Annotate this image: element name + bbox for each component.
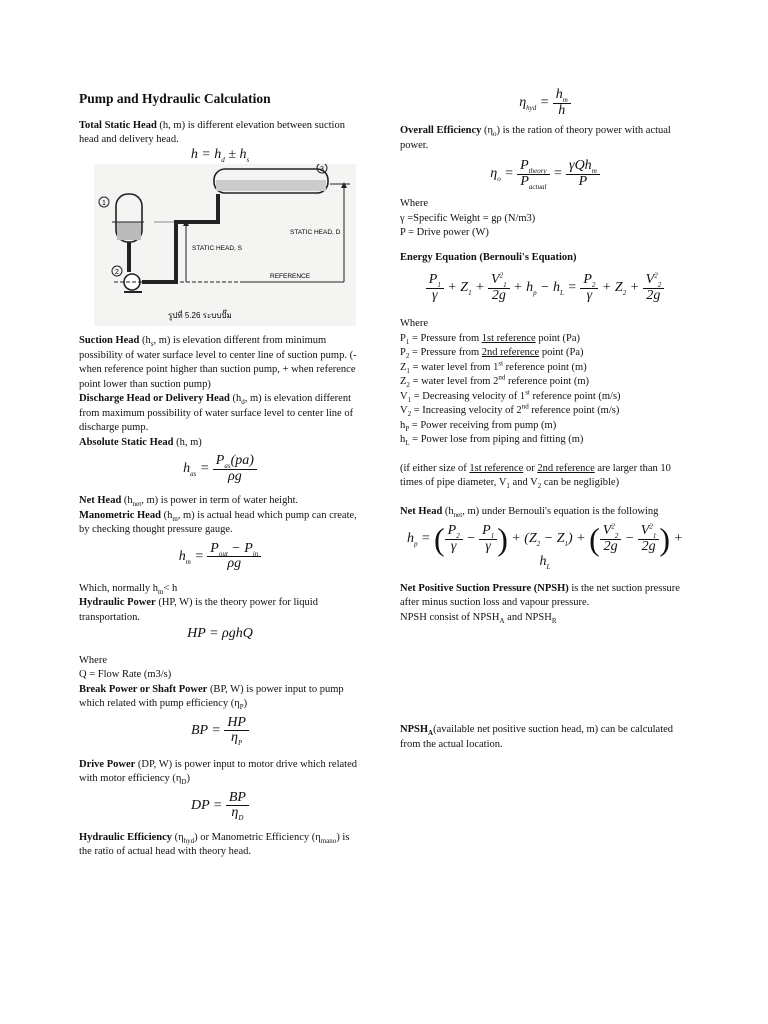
net-head-equation: $h_p$ = ( $\frac{P_2}{\gamma}$ − $\frac{P_1}{\gamma}$ ) + $(Z_2 - Z_1)$ + ( $\frac{V^2_2}{2g}$ − $\frac{V^2_1}{2g}$ ) + $h_L$ — [407, 521, 683, 571]
definition-row: $Z_2$ = water level from 2nd reference point (m) — [400, 373, 590, 390]
pump-system-diagram — [94, 164, 356, 326]
reference-label: REFERENCE — [270, 273, 311, 280]
hydraulic-efficiency-equation: $\eta_{hyd}$ = $\frac{h_m}{h}$ — [400, 88, 690, 118]
definition-row: $P_1$ = Pressure from 1st reference point (Pa) — [400, 332, 581, 346]
diagram-caption: รูปที่ 5.26 ระบบปั๊ม — [168, 311, 232, 320]
manometric-head-equation: $h_m$ = $\frac{P_{out} - P_{in}}{\rho g}$ — [79, 542, 361, 572]
right-column — [400, 88, 690, 752]
net-head-bernoulli-para: Net Head ($h_{net}$, m) under Bernouli's equation is the following — [400, 505, 659, 519]
definition-row: $Z_1$ = water level from 1st reference point (m) — [400, 359, 587, 375]
static-head-s-label: STATIC HEAD, S — [192, 245, 242, 252]
total-static-head-para: Total Static Head (h, m) is different elevation between suction head and delivery head. — [79, 119, 345, 145]
discharge-head-para: Discharge Head or Delivery Head ($h_d$, m) is elevation different from maximum possibility of water surface level to center line of discharge pump. — [79, 393, 354, 433]
break-power-equation: BP = $\frac{HP}{\eta_P}$ — [79, 716, 361, 746]
definition-row: $V_1$ = Decreasing velocity of 1st reference point (m/s) — [400, 388, 621, 404]
where-label-2: Where — [400, 198, 428, 209]
hydraulic-power-para: Hydraulic Power (HP, W) is the theory power for liquid transportation. — [79, 597, 318, 623]
diagram-label-2: 2 — [115, 269, 119, 276]
flow-rate-text: Q = Flow Rate (m3/s) — [79, 669, 172, 680]
bernoulli-equation: $\frac{P_1}{\gamma}$ + $Z_1$ + $\frac{V^2_1}{2g}$ + $h_p - h_L$ = $\frac{P_2}{\gamma}$ + $Z_2$ + $\frac{V^2_2}{2g}$ — [400, 273, 690, 303]
definition-row: $V_2$ = Increasing velocity of 2nd reference point (m/s) — [400, 402, 620, 419]
left-column — [79, 92, 361, 860]
overall-efficiency-para: Overall Efficiency $(\eta_o)$ is the ration of theory power with actual power. — [400, 125, 671, 151]
drive-power-para: Drive Power (DP, W) is power input to motor drive which related with motor efficiency $(\eta_D)$ — [79, 758, 357, 787]
npsh-consist-text: NPSH consist of $NPSH_A$ and $NPSH_R$ — [400, 611, 557, 625]
drive-power-def: P = Drive power (W) — [400, 227, 489, 238]
definition-row: $h_P$ = Power receiving from pump (m) — [400, 419, 557, 433]
which-normally-text: Which, normally $h_m< h$ — [79, 582, 178, 596]
absolute-static-head-equation: $h_{as}$ = $\frac{P_{as}(pa)}{\rho g}$ — [79, 454, 361, 484]
overall-efficiency-equation: $\eta_o$ = $\frac{P_{theory}}{P_{actual}}$ = $\frac{\gamma Qh_m}{P}$ — [400, 159, 690, 189]
total-static-head-equation: $h = h_d \pm h_s$ — [190, 146, 250, 164]
net-head-para: Net Head ($h_{net}$, m) is power in term of water height. — [79, 495, 299, 509]
npsha-para: $NPSH_A(available$ net positive suction head, m) can be calculated from the actual location. — [400, 724, 674, 750]
where-label-3: Where — [400, 318, 428, 329]
break-power-para: Break Power or Shaft Power (BP, W) is power input to pump which related with pump efficiency $(\eta_P)$ — [79, 683, 344, 712]
suction-head-para: Suction Head ($h_s$, m) is elevation different from minimum possibility of water surface level to center line of suction pump. (- when reference point higher than suction pump, + when reference point lower than suction pump) — [79, 335, 357, 390]
specific-weight-text: γ =Specific Weight = gρ (N/m3) — [400, 212, 536, 224]
manometric-head-para: Manometric Head ($h_m$, m) is actual head which pump can create, by checking thought pressure gauge. — [79, 509, 357, 535]
drive-power-equation: DP = $\frac{BP}{\eta_D}$ — [79, 791, 361, 821]
variable-definitions — [400, 332, 690, 448]
hydraulic-efficiency-para: Hydraulic Efficiency $(\eta_{hyd})$ or Manometric Efficiency $(\eta_{mano})$ is the ratio of actual head with theory head. — [79, 831, 350, 857]
diagram-label-3: 3 — [320, 166, 324, 173]
hydraulic-power-equation: HP = ρghQ — [187, 626, 253, 641]
negligible-note: (if either size of 1st reference or 2nd reference are larger than 10 times of pipe diameter, $V_1$ and $V_2$ can be negligible) — [400, 462, 671, 491]
page-title: Pump and Hydraulic Calculation — [79, 91, 271, 106]
total-static-head-term: Total Static Head — [79, 119, 157, 131]
definition-row: $h_L$ = Power lose from piping and fitting (m) — [400, 434, 584, 448]
energy-equation-title: Energy Equation (Bernouli's Equation) — [400, 251, 577, 263]
npsh-para: Net Positive Suction Pressure (NPSH) is the net suction pressure after minus suction loss and vapour pressure. — [400, 582, 680, 608]
static-head-d-label: STATIC HEAD, D — [290, 229, 341, 236]
where-label: Where — [79, 654, 107, 666]
absolute-static-head-para: Absolute Static Head (h, m) — [79, 436, 202, 448]
definition-row: $P_2$ = Pressure from 2nd reference point (Pa) — [400, 347, 584, 361]
diagram-label-1: 1 — [102, 200, 106, 207]
